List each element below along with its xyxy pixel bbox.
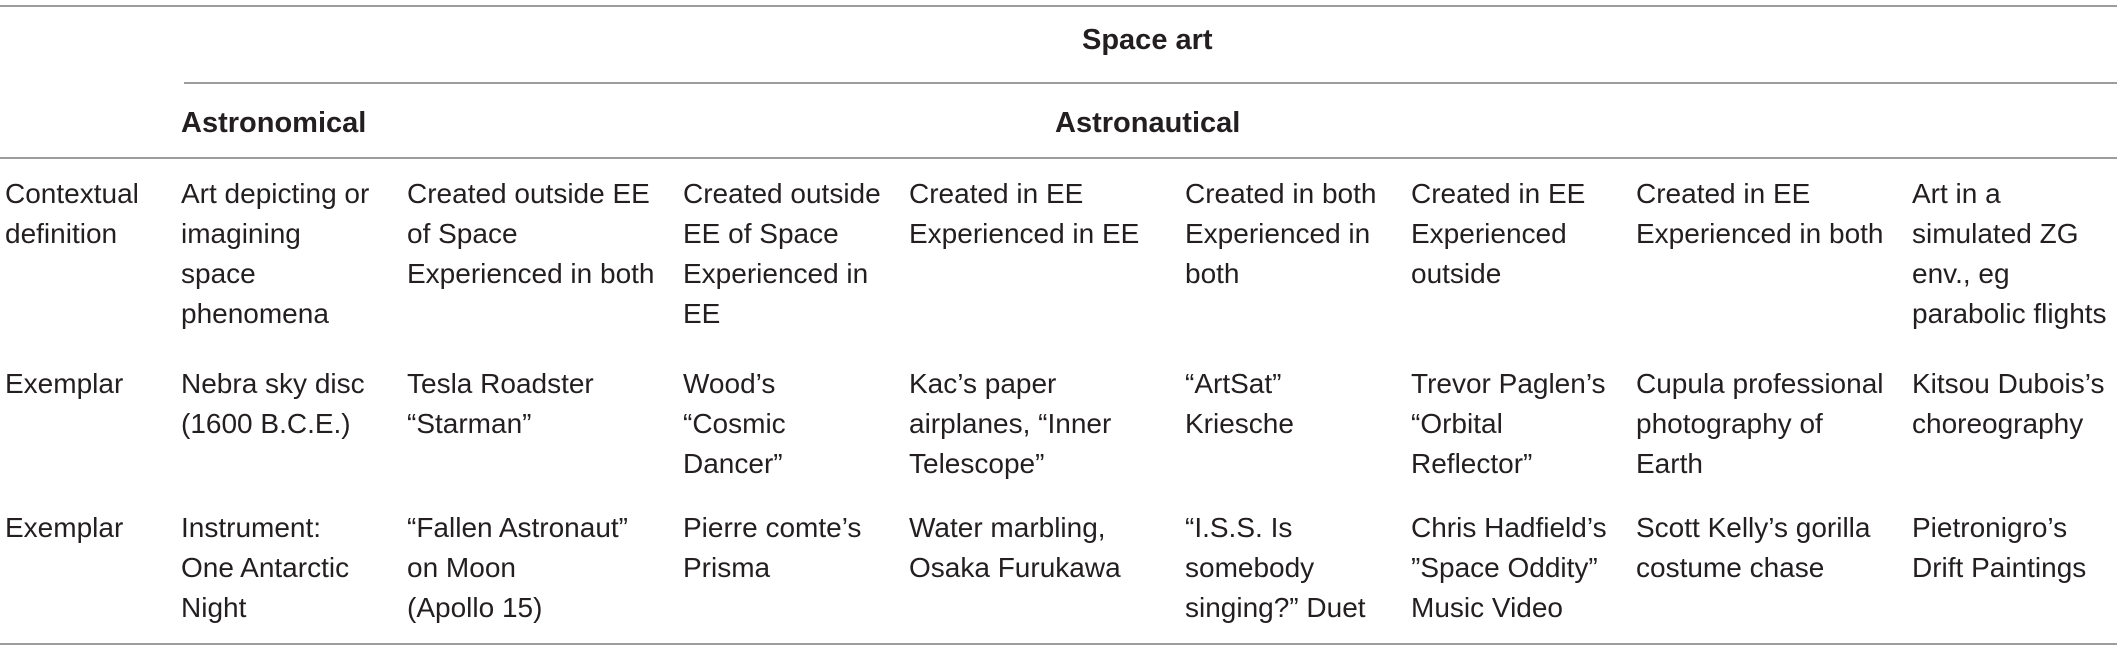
table-cell: Kitsou Dubois’s choreography <box>1912 368 2105 439</box>
astronomical-header: Astronomical <box>181 107 367 139</box>
row-label-contextual-definition: Contextual definition <box>5 178 139 249</box>
table-cell: Created in both Experienced in both <box>1185 178 1377 289</box>
table-cell: Tesla Roadster “Starman” <box>407 368 594 439</box>
table-cell: Wood’s “Cosmic Dancer” <box>683 368 786 479</box>
table-cell: Nebra sky disc (1600 B.C.E.) <box>181 368 365 439</box>
header-bottom-rule <box>0 157 2117 159</box>
row-label-exemplar: Exemplar <box>5 368 124 399</box>
table-cell: Art depicting or imagining space phenomena <box>181 178 370 329</box>
table-cell: Water marbling, Osaka Furukawa <box>909 512 1121 583</box>
space-art-header: Space art <box>1082 24 1213 56</box>
table-cell: Created in EE Experienced in both <box>1636 178 1884 249</box>
table-cell: Created in EE Experienced in EE <box>909 178 1140 249</box>
table-cell: Art in a simulated ZG env., eg parabolic flights <box>1912 178 2107 329</box>
table-cell: Trevor Paglen’s “Orbital Reflector” <box>1411 368 1606 479</box>
space-art-underline <box>184 82 2117 84</box>
table-cell: “Fallen Astronaut” on Moon (Apollo 15) <box>407 512 628 623</box>
table-cell: Created outside EE of Space Experienced in EE <box>683 178 881 329</box>
astronautical-header: Astronautical <box>1055 107 1241 139</box>
table-cell: Cupula professional photography of Earth <box>1636 368 1884 479</box>
table-cell: Created outside EE of Space Experienced in both <box>407 178 655 289</box>
table-bottom-rule <box>0 643 2117 645</box>
table-cell: Chris Hadfield’s ”Space Oddity” Music Video <box>1411 512 1607 623</box>
table-cell: Pietronigro’s Drift Paintings <box>1912 512 2087 583</box>
table-cell: Instrument: One Antarctic Night <box>181 512 350 623</box>
table-cell: “I.S.S. Is somebody singing?” Duet <box>1185 512 1366 623</box>
table-top-rule <box>0 5 2117 7</box>
table-cell: Pierre comte’s Prisma <box>683 512 862 583</box>
table-cell: Kac’s paper airplanes, “Inner Telescope” <box>909 368 1112 479</box>
table-cell: Created in EE Experienced outside <box>1411 178 1586 289</box>
table-cell: “ArtSat” Kriesche <box>1185 368 1294 439</box>
row-label-exemplar: Exemplar <box>5 512 124 543</box>
table-cell: Scott Kelly’s gorilla costume chase <box>1636 512 1871 583</box>
